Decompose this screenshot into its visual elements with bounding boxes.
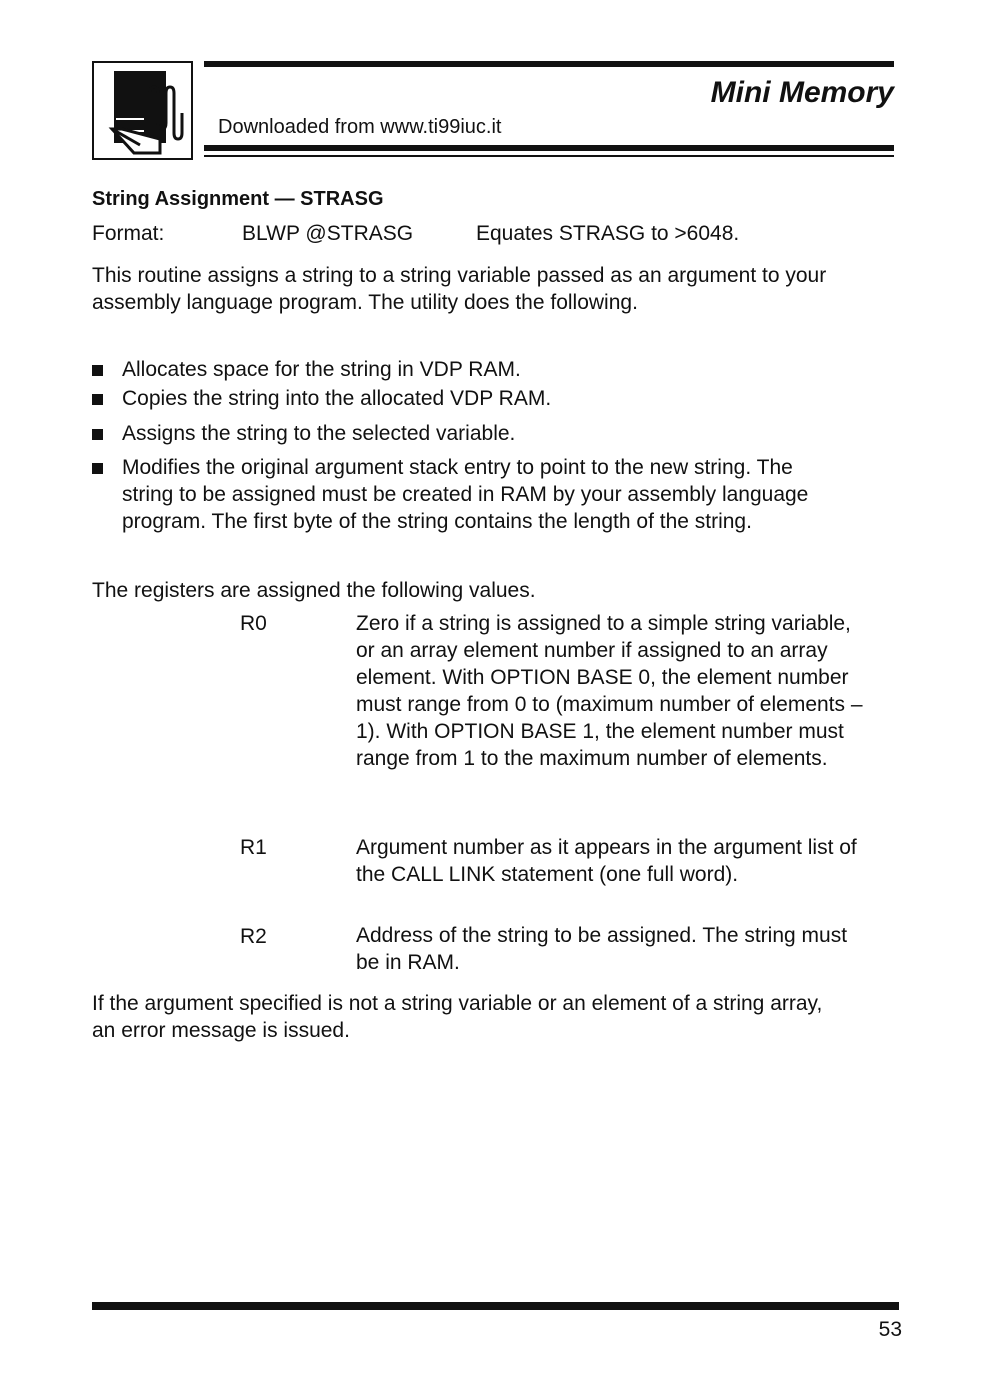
intro-paragraph: This routine assigns a string to a string variable passed as an argument to your assembly language program. The utility does the following. — [92, 264, 827, 314]
logo — [92, 61, 193, 160]
register-name: R2 — [240, 925, 267, 948]
download-source: Downloaded from www.ti99iuc.it — [218, 116, 502, 138]
header-rule-thin — [204, 155, 894, 157]
bullet-text: Copies the string into the allocated VDP RAM. — [122, 387, 552, 410]
register-name: R1 — [240, 836, 267, 859]
bullet-icon — [92, 394, 103, 405]
closing-paragraph: If the argument specified is not a string variable or an element of a string array, an error message is issued. — [92, 992, 823, 1042]
format-description: Equates STRASG to >6048. — [476, 222, 740, 245]
register-name: R0 — [240, 612, 267, 635]
bullet-icon — [92, 365, 103, 376]
format-code: BLWP @STRASG — [242, 222, 414, 245]
bullet-text: Assigns the string to the selected variable. — [122, 422, 516, 445]
header-rule-top — [204, 61, 894, 67]
hand-pressing-key-icon — [94, 63, 191, 158]
bullet-icon — [92, 429, 103, 440]
header-rule-bottom — [204, 145, 894, 151]
register-description: Address of the string to be assigned. The string must be in RAM. — [356, 924, 848, 974]
bullet-text: Allocates space for the string in VDP RAM. — [122, 358, 521, 381]
footer-rule — [92, 1302, 899, 1310]
bullet-text: Modifies the original argument stack entry to point to the new string. The string to be assigned must be created in RAM by your assembly language program. The first byte of the string contains the length of the string. — [122, 456, 809, 533]
format-label: Format: — [92, 222, 165, 245]
registers-intro: The registers are assigned the following values. — [92, 579, 536, 602]
page-title: Mini Memory — [710, 76, 894, 109]
bullet-icon — [92, 463, 103, 474]
section-heading: String Assignment — STRASG — [92, 188, 384, 210]
register-description: Argument number as it appears in the argument list of the CALL LINK statement (one full word). — [356, 836, 857, 886]
page-number: 53 — [878, 1318, 902, 1341]
register-description: Zero if a string is assigned to a simple string variable, or an array element number if assigned to an array element. With OPTION BASE 0, the element number must range from 0 to (maximum number of elements – 1). With OPTION BASE 1, the element number must range from 1 to the maximum number of elements. — [356, 612, 863, 770]
